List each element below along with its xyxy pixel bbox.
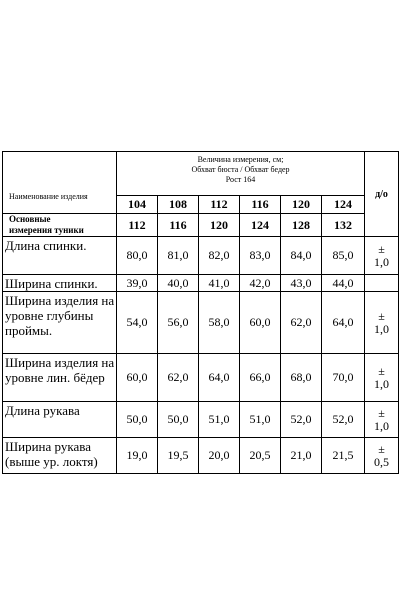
table-row xyxy=(3,275,399,292)
value-cell: 66,0 xyxy=(240,354,281,402)
basic-measurements-line2: измерения туники xyxy=(9,225,84,235)
value-cell: 21,0 xyxy=(281,438,322,474)
size-top-cell: 116 xyxy=(240,196,281,214)
table-row xyxy=(3,438,399,474)
measurement-header-line1: Величина измерения, см; xyxy=(197,155,284,164)
value-cell: 19,0 xyxy=(117,438,158,474)
tolerance-sign: ± xyxy=(378,363,385,378)
value-cell: 42,0 xyxy=(240,275,281,292)
value-cell: 68,0 xyxy=(281,354,322,402)
value-cell: 20,0 xyxy=(199,438,240,474)
tolerance-sign: ± xyxy=(378,441,385,456)
tolerance-value: 1,0 xyxy=(374,321,390,336)
tolerance-cell xyxy=(365,438,399,474)
value-cell: 39,0 xyxy=(117,275,158,292)
size-bottom-cell: 116 xyxy=(158,214,199,237)
table-row xyxy=(3,292,399,354)
size-top-cell: 120 xyxy=(281,196,322,214)
tolerance-value: 1,0 xyxy=(374,418,390,433)
tolerance-header: д/о xyxy=(365,152,399,237)
value-cell: 62,0 xyxy=(158,354,199,402)
value-cell: 60,0 xyxy=(117,354,158,402)
size-top-cell: 104 xyxy=(117,196,158,214)
size-bottom-cell: 124 xyxy=(240,214,281,237)
row-label: Ширина спинки. xyxy=(3,275,117,292)
size-top-cell: 108 xyxy=(158,196,199,214)
value-cell: 64,0 xyxy=(199,354,240,402)
table-row xyxy=(3,402,399,438)
row-label: Ширина изделия на уровне лин. бёдер xyxy=(3,354,117,402)
tolerance-value: 1,0 xyxy=(374,254,390,269)
value-cell: 50,0 xyxy=(158,402,199,438)
tolerance-value: 0,5 xyxy=(374,454,390,469)
value-cell: 51,0 xyxy=(240,402,281,438)
value-cell: 70,0 xyxy=(322,354,365,402)
size-bottom-cell: 132 xyxy=(322,214,365,237)
value-cell: 60,0 xyxy=(240,292,281,354)
tolerance-value: 1,0 xyxy=(374,376,390,391)
value-cell: 19,5 xyxy=(158,438,199,474)
size-top-cell: 124 xyxy=(322,196,365,214)
value-cell: 85,0 xyxy=(322,237,365,275)
tolerance-sign: ± xyxy=(378,241,385,256)
tolerance-cell xyxy=(365,402,399,438)
size-top-cell: 112 xyxy=(199,196,240,214)
row-label: Длина спинки. xyxy=(3,237,117,275)
measurement-header xyxy=(117,152,365,196)
value-cell: 44,0 xyxy=(322,275,365,292)
value-cell: 54,0 xyxy=(117,292,158,354)
value-cell: 21,5 xyxy=(322,438,365,474)
value-cell: 81,0 xyxy=(158,237,199,275)
value-cell: 84,0 xyxy=(281,237,322,275)
value-cell: 56,0 xyxy=(158,292,199,354)
tolerance-cell xyxy=(365,354,399,402)
row-label: Ширина изделия на уровне глубины проймы. xyxy=(3,292,117,354)
size-bottom-cell: 112 xyxy=(117,214,158,237)
value-cell: 43,0 xyxy=(281,275,322,292)
value-cell: 51,0 xyxy=(199,402,240,438)
value-cell: 58,0 xyxy=(199,292,240,354)
value-cell: 83,0 xyxy=(240,237,281,275)
value-cell: 40,0 xyxy=(158,275,199,292)
value-cell: 41,0 xyxy=(199,275,240,292)
tolerance-sign: ± xyxy=(378,308,385,323)
value-cell: 50,0 xyxy=(117,402,158,438)
row-label: Ширина рукава (выше ур. локтя) xyxy=(3,438,117,474)
value-cell: 80,0 xyxy=(117,237,158,275)
tolerance-cell xyxy=(365,292,399,354)
value-cell: 64,0 xyxy=(322,292,365,354)
basic-measurements-line1: Основные xyxy=(9,214,51,224)
tolerance-cell xyxy=(365,275,399,292)
table-row xyxy=(3,237,399,275)
item-name-header: Наименование изделия xyxy=(3,152,117,214)
size-chart-table xyxy=(2,151,399,474)
measurement-header-line3: Рост 164 xyxy=(225,175,256,184)
size-bottom-cell: 128 xyxy=(281,214,322,237)
tolerance-sign: ± xyxy=(378,405,385,420)
row-label: Длина рукава xyxy=(3,402,117,438)
value-cell: 82,0 xyxy=(199,237,240,275)
measurement-header-line2: Обхват бюста / Обхват бедер xyxy=(191,165,290,174)
size-bottom-cell: 120 xyxy=(199,214,240,237)
value-cell: 62,0 xyxy=(281,292,322,354)
value-cell: 20,5 xyxy=(240,438,281,474)
table-row xyxy=(3,354,399,402)
value-cell: 52,0 xyxy=(281,402,322,438)
basic-measurements-label xyxy=(3,214,117,237)
tolerance-cell xyxy=(365,237,399,275)
value-cell: 52,0 xyxy=(322,402,365,438)
